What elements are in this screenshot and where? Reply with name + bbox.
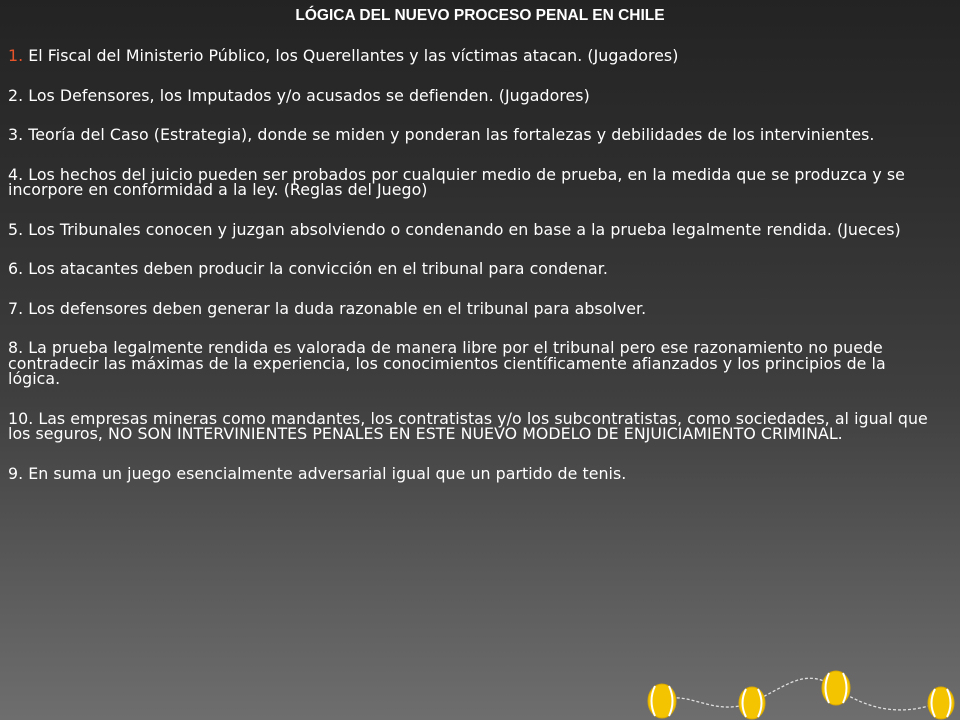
- item-text: Las empresas mineras como mandantes, los contratistas y/o los subcontratistas, como sociedades, al igual que los seguros, NO SON INTERVINIENTES PENALES EN ESTE NUEVO MODELO DE ENJUICIAMIENTO CRIMINAL.: [8, 408, 928, 443]
- item-list: [8, 48, 933, 505]
- tennis-ball-icon: [648, 684, 676, 718]
- list-item: [8, 261, 933, 277]
- item-number: 1.: [8, 46, 24, 65]
- list-item: [8, 298, 933, 318]
- list-item: [8, 463, 933, 483]
- item-number: 7.: [8, 298, 24, 318]
- list-item: [8, 164, 933, 199]
- item-text: Los defensores deben generar la duda razonable en el tribunal para absolver.: [23, 298, 647, 318]
- item-text: En suma un juego esencialmente adversarial igual que un partido de tenis.: [23, 463, 627, 483]
- list-item: [8, 127, 933, 143]
- list-item: [8, 85, 933, 105]
- item-text: Los Defensores, los Imputados y/o acusados se defienden. (Jugadores): [23, 85, 590, 105]
- item-text: La prueba legalmente rendida es valorada de manera libre por el tribunal pero ese razonamiento no puede contradecir las máximas de la experiencia, los conocimientos científicamente afianzados y los principios de la lógica.: [8, 338, 886, 388]
- item-number: 5.: [8, 219, 24, 239]
- item-number: 2.: [8, 85, 24, 105]
- tennis-ball-icon: [739, 687, 765, 719]
- item-text: Los Tribunales conocen y juzgan absolviendo o condenando en base a la prueba legalmente rendida. (Jueces): [23, 219, 901, 239]
- item-number: 10.: [8, 408, 34, 428]
- tennis-ball-icon: [822, 671, 850, 705]
- slide-title: LÓGICA DEL NUEVO PROCESO PENAL EN CHILE: [295, 7, 665, 24]
- item-text: Teoría del Caso (Estrategia), donde se miden y ponderan las fortalezas y debilidades de los intervinientes.: [23, 125, 875, 144]
- item-number: 4.: [8, 164, 24, 184]
- list-item: [8, 48, 933, 64]
- item-text: El Fiscal del Ministerio Público, los Querellantes y las víctimas atacan. (Jugadores): [23, 46, 679, 65]
- list-item: [8, 340, 933, 387]
- item-text: Los hechos del juicio pueden ser probados por cualquier medio de prueba, en la medida que se produzca y se incorpore en conformidad a la ley. (Reglas del Juego): [8, 164, 905, 199]
- item-text: Los atacantes deben producir la convicción en el tribunal para condenar.: [23, 259, 608, 278]
- tennis-balls-decoration: [0, 660, 960, 720]
- list-item: [8, 219, 933, 239]
- ball-path-line: [662, 678, 940, 710]
- item-number: 8.: [8, 338, 24, 357]
- item-number: 3.: [8, 125, 24, 144]
- item-number: 6.: [8, 259, 24, 278]
- list-item: [8, 408, 933, 443]
- tennis-ball-icon: [928, 687, 954, 719]
- item-number: 9.: [8, 463, 24, 483]
